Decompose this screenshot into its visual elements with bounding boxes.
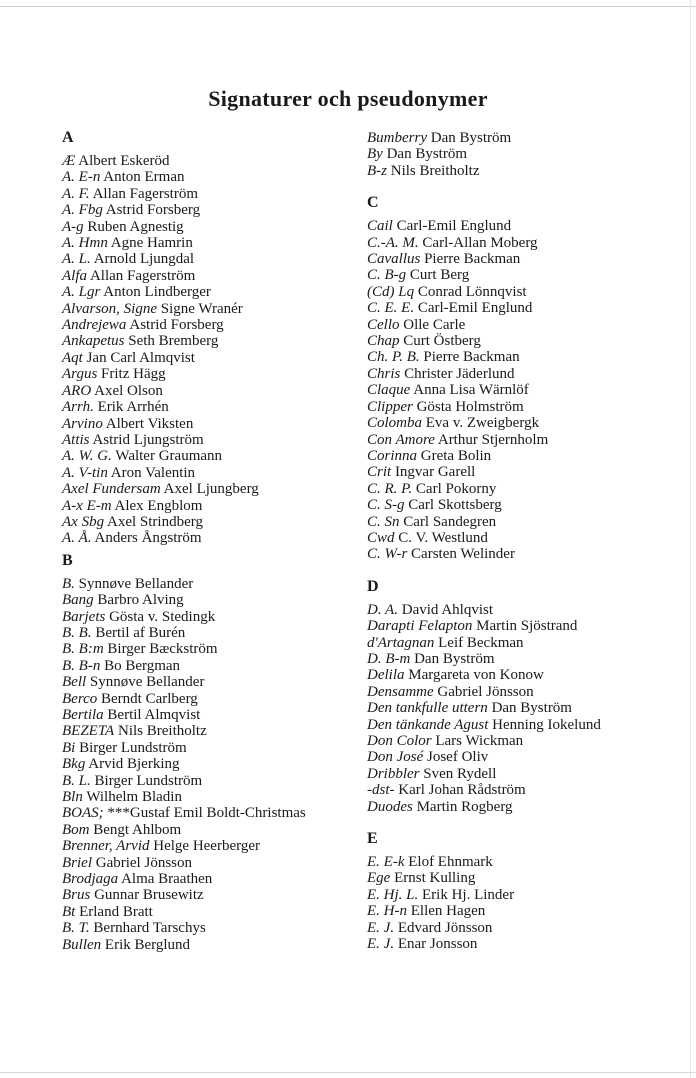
index-entry: [367, 235, 667, 251]
index-entry: [62, 530, 354, 546]
real-name: Gösta v. Stedingk: [109, 608, 216, 625]
real-name: Erik Arrhén: [97, 399, 169, 416]
index-entry: [62, 576, 354, 592]
real-name: Martin Rogberg: [416, 798, 513, 815]
signature: Crit: [367, 464, 392, 481]
index-entry: [367, 366, 667, 382]
index-entry: [367, 766, 667, 782]
index-entry: [367, 887, 667, 903]
signature: Chap: [367, 333, 400, 350]
real-name: ***Gustaf Emil Boldt-Christmas: [107, 805, 306, 822]
real-name: Enar Jonsson: [397, 936, 478, 953]
signature: Bkg: [62, 756, 86, 773]
signature: E. Hj. L.: [367, 886, 419, 903]
real-name: Nils Breitholtz: [117, 723, 207, 740]
right-edge-line: [690, 0, 691, 1078]
index-entry: [367, 497, 667, 513]
index-entry: [367, 618, 667, 634]
real-name: Pierre Backman: [423, 349, 520, 366]
real-name: Gunnar Brusewitz: [94, 887, 204, 904]
index-entry: [62, 625, 354, 641]
real-name: Martin Sjöstrand: [476, 618, 578, 635]
index-entry: [367, 130, 667, 146]
index-entry: [62, 887, 354, 903]
signature: Duodes: [367, 798, 413, 815]
index-entry: [62, 838, 354, 854]
index-entry: [62, 773, 354, 789]
section-d: [367, 579, 667, 815]
real-name: Seth Bremberg: [128, 333, 219, 350]
signature: E. J.: [367, 919, 395, 936]
signature: Briel: [62, 854, 92, 871]
signature: Bell: [62, 674, 87, 691]
signature: Cwd: [367, 529, 395, 546]
signature: Attis: [62, 431, 90, 448]
real-name: Albert Viksten: [105, 415, 194, 432]
real-name: Erik Berglund: [104, 936, 191, 953]
signature: B. T.: [62, 920, 90, 937]
index-entry: [62, 920, 354, 936]
right-column: [367, 130, 667, 952]
real-name: Birger Lundström: [79, 739, 187, 756]
section-e: [367, 831, 667, 952]
real-name: Josef Oliv: [427, 749, 489, 766]
real-name: Margareta von Konow: [408, 667, 544, 684]
index-entry: [367, 530, 667, 546]
signature: Bang: [62, 592, 94, 609]
signature: Clipper: [367, 398, 413, 415]
real-name: Bo Bergman: [104, 657, 181, 674]
real-name: Dan Byström: [491, 700, 572, 717]
real-name: Fritz Hägg: [101, 366, 166, 383]
index-entry: [62, 383, 354, 399]
index-entry: [62, 904, 354, 920]
signature: E. E-k: [367, 854, 405, 871]
real-name: Nils Breitholtz: [390, 162, 480, 179]
signature: Barjets: [62, 608, 106, 625]
real-name: Allan Fagerström: [89, 267, 196, 284]
bottom-edge-line: [0, 1072, 696, 1073]
signature: C. R. P.: [367, 480, 413, 497]
index-entry: [62, 514, 354, 530]
index-entry: [367, 464, 667, 480]
signature: Brus: [62, 887, 91, 904]
signature: Alvarson, Signe: [62, 300, 157, 317]
index-entry: [62, 350, 354, 366]
real-name: Anton Erman: [103, 169, 185, 186]
signature: C. Sn: [367, 513, 400, 530]
signature: Alfa: [62, 267, 87, 284]
real-name: Olle Carle: [403, 316, 466, 333]
signature: Cavallus: [367, 251, 421, 268]
signature: A. V-tin: [62, 464, 108, 481]
signature: BOAS;: [62, 805, 104, 822]
index-entry: [367, 903, 667, 919]
signature: Darapti Felapton: [367, 618, 473, 635]
index-entry: [367, 481, 667, 497]
signature: A. W. G.: [62, 448, 112, 465]
real-name: Arnold Ljungdal: [93, 251, 195, 268]
signature: BEZETA: [62, 723, 115, 740]
real-name: Christer Jäderlund: [404, 365, 515, 382]
signature: B. B:m: [62, 641, 104, 658]
index-entry: [62, 855, 354, 871]
real-name: Synnøve Bellander: [89, 674, 205, 691]
signature: Bertila: [62, 707, 104, 723]
index-entry: [62, 707, 354, 723]
index-entry: [62, 805, 354, 821]
index-entry: [367, 251, 667, 267]
real-name: Dan Byström: [414, 650, 495, 667]
index-entry: [62, 937, 354, 953]
real-name: Eva v. Zweigbergk: [425, 415, 540, 432]
real-name: Alma Braathen: [121, 871, 213, 888]
signature: B. L.: [62, 772, 91, 789]
index-entry: [367, 349, 667, 365]
signature: Bt: [62, 903, 76, 920]
index-entry: [62, 432, 354, 448]
signature: Cello: [367, 316, 400, 333]
section-letter: D: [367, 577, 379, 595]
signature: C. W-r: [367, 546, 408, 563]
index-entry: [62, 481, 354, 497]
section-letter: E: [367, 830, 378, 848]
real-name: Sven Rydell: [423, 765, 497, 782]
index-entry: [62, 723, 354, 739]
real-name: Helge Heerberger: [153, 838, 260, 855]
signature: D. A.: [367, 601, 398, 618]
index-entry: [367, 514, 667, 530]
signature: Chris: [367, 365, 401, 382]
index-entry: [367, 920, 667, 936]
real-name: Synnøve Bellander: [78, 575, 194, 592]
real-name: Astrid Forsberg: [105, 202, 201, 219]
signature: Arrh.: [62, 399, 94, 416]
real-name: Dan Byström: [430, 130, 512, 146]
real-name: Curt Berg: [409, 267, 470, 284]
real-name: Axel Strindberg: [107, 513, 203, 530]
index-entry: [62, 822, 354, 838]
real-name: David Ahlqvist: [401, 601, 493, 618]
real-name: Agne Hamrin: [110, 235, 193, 252]
signature: Den tankfulle uttern: [367, 700, 488, 717]
signature: Corinna: [367, 447, 418, 464]
signature: Bullen: [62, 936, 102, 953]
signature: Ege: [367, 870, 391, 887]
index-entry: [62, 592, 354, 608]
real-name: Henning Iokelund: [492, 716, 601, 733]
index-entry: [62, 186, 354, 202]
real-name: Bertil af Burén: [95, 624, 186, 641]
page-title: Signaturer och pseudonymer: [208, 86, 488, 111]
index-entry: [62, 756, 354, 772]
real-name: Ruben Agnestig: [87, 218, 184, 235]
real-name: Gabriel Jönsson: [95, 854, 192, 871]
signature: Arvino: [62, 415, 103, 432]
index-entry: [367, 448, 667, 464]
signature: C. E. E.: [367, 300, 415, 317]
index-entry: [367, 267, 667, 283]
real-name: Anders Ångström: [94, 530, 202, 547]
index-entry: [367, 684, 667, 700]
real-name: Aron Valentin: [110, 464, 196, 481]
signature: Bi: [62, 739, 76, 756]
signature: Berco: [62, 690, 98, 707]
index-entry: [62, 399, 354, 415]
signature: C.-A. M.: [367, 234, 419, 251]
index-entry: [367, 146, 667, 162]
index-entry: [367, 382, 667, 398]
real-name: Barbro Alving: [97, 592, 184, 609]
signature: Brodjaga: [62, 871, 119, 888]
signature: Don José: [367, 749, 424, 766]
signature: Densamme: [367, 683, 434, 700]
signature: Andrejewa: [62, 317, 127, 334]
index-entry: [62, 202, 354, 218]
real-name: Axel Olson: [94, 382, 163, 399]
signature: Bumberry: [367, 130, 427, 146]
real-name: Lars Wickman: [435, 733, 524, 749]
signature: E. J.: [367, 936, 395, 953]
real-name: Ellen Hagen: [410, 903, 486, 920]
signature: By: [367, 146, 383, 163]
real-name: Albert Eskeröd: [78, 153, 170, 169]
signature: -dst-: [367, 782, 395, 799]
index-entry: [62, 448, 354, 464]
index-entry: [367, 546, 667, 562]
real-name: Alex Engblom: [114, 497, 203, 514]
real-name: Elof Ehnmark: [408, 854, 493, 871]
section-letter: C: [367, 194, 379, 212]
real-name: Arthur Stjernholm: [437, 431, 549, 448]
real-name: Bertil Almqvist: [107, 707, 201, 723]
index-entry: [62, 251, 354, 267]
index-entry: [367, 854, 667, 870]
index-entry: [62, 740, 354, 756]
index-entry: [367, 936, 667, 952]
real-name: Edvard Jönsson: [397, 919, 493, 936]
index-entry: [367, 218, 667, 234]
real-name: Signe Wranér: [160, 300, 243, 317]
index-entry: [367, 300, 667, 316]
signature: Don Color: [367, 733, 432, 749]
signature: A. Lgr: [62, 284, 101, 301]
real-name: Carl-Allan Moberg: [422, 234, 538, 251]
index-entry: [367, 667, 667, 683]
index-entry: [367, 782, 667, 798]
signature: Æ: [62, 153, 76, 169]
index-entry: [62, 317, 354, 333]
real-name: Greta Bolin: [420, 447, 492, 464]
section-continued: [367, 130, 667, 179]
section-letter: A: [62, 129, 74, 146]
index-entry: [367, 749, 667, 765]
real-name: Carl-Emil Englund: [417, 300, 533, 317]
index-entry: [367, 317, 667, 333]
index-entry: [62, 219, 354, 235]
signature: B.: [62, 575, 75, 592]
real-name: Birger Lundström: [94, 772, 203, 789]
signature: Colomba: [367, 415, 423, 432]
index-entry: [62, 366, 354, 382]
index-entry: [62, 609, 354, 625]
real-name: Ingvar Garell: [394, 464, 476, 481]
signature: A. F.: [62, 185, 90, 202]
signature: A. Hmn: [62, 235, 108, 252]
signature: Dribbler: [367, 765, 420, 782]
signature: Con Amore: [367, 431, 435, 448]
index-entry: [62, 301, 354, 317]
real-name: Walter Graumann: [115, 448, 223, 465]
signature: D. B-m: [367, 650, 411, 667]
index-entry: [62, 498, 354, 514]
index-entry: [62, 268, 354, 284]
signature: C. B-g: [367, 267, 407, 284]
signature: C. S-g: [367, 497, 405, 514]
section-b: [62, 553, 354, 953]
index-entry: [367, 415, 667, 431]
signature: B-z: [367, 162, 387, 179]
section-a: [62, 130, 354, 547]
real-name: Wilhelm Bladin: [86, 789, 182, 806]
index-entry: [62, 235, 354, 251]
index-entry: [367, 733, 667, 749]
real-name: Erik Hj. Linder: [422, 886, 515, 903]
signature: A. E-n: [62, 169, 101, 186]
signature: B. B.: [62, 624, 92, 641]
signature: Claque: [367, 382, 411, 399]
real-name: Carl Pokorny: [415, 480, 497, 497]
real-name: Carsten Welinder: [411, 546, 515, 563]
signature: Ankapetus: [62, 333, 125, 350]
signature: d'Artagnan: [367, 634, 435, 651]
signature: Den tänkande Agust: [367, 716, 489, 733]
real-name: Erland Bratt: [79, 903, 153, 920]
index-entry: [367, 799, 667, 815]
signature: Cail: [367, 218, 393, 235]
signature: Argus: [62, 366, 98, 383]
index-entry: [62, 284, 354, 300]
signature: B. B-n: [62, 657, 101, 674]
signature: A. Å.: [62, 530, 92, 547]
index-entry: [62, 674, 354, 690]
real-name: Carl-Emil Englund: [396, 218, 512, 235]
real-name: Birger Bæckström: [107, 641, 218, 658]
signature: Delila: [367, 667, 405, 684]
real-name: Pierre Backman: [424, 251, 521, 268]
index-entry: [367, 717, 667, 733]
index-entry: [367, 700, 667, 716]
index-entry: [62, 169, 354, 185]
signature: (Cd) Lq: [367, 283, 415, 300]
index-entry: [62, 871, 354, 887]
section-c: [367, 195, 667, 563]
left-column: [62, 130, 354, 953]
index-entry: [367, 870, 667, 886]
index-entry: [62, 789, 354, 805]
real-name: Dan Byström: [386, 146, 467, 163]
signature: A. Fbg: [62, 202, 103, 219]
signature: A-g: [62, 218, 84, 235]
signature: Aqt: [62, 349, 83, 366]
signature: Brenner, Arvid: [62, 838, 150, 855]
real-name: Bengt Ahlbom: [93, 821, 182, 838]
signature: A. L.: [62, 251, 91, 268]
real-name: Astrid Forsberg: [129, 317, 224, 334]
real-name: Berndt Carlberg: [101, 690, 198, 707]
index-entry: [62, 416, 354, 432]
index-entry: [367, 635, 667, 651]
section-letter: B: [62, 551, 73, 569]
index-entry: [367, 602, 667, 618]
real-name: Conrad Lönnqvist: [417, 283, 527, 300]
real-name: Axel Ljungberg: [163, 481, 259, 498]
real-name: Anton Lindberger: [103, 284, 211, 301]
index-entry: [62, 658, 354, 674]
real-name: Anna Lisa Wärnlöf: [413, 382, 529, 399]
real-name: Gösta Holmström: [416, 398, 524, 415]
index-entry: [62, 333, 354, 349]
signature: A-x E-m: [62, 497, 112, 514]
real-name: Gabriel Jönsson: [437, 683, 534, 700]
index-entry: [62, 641, 354, 657]
real-name: C. V. Westlund: [398, 529, 488, 546]
real-name: Allan Fagerström: [92, 185, 198, 202]
signature: ARO: [62, 382, 92, 399]
signature: Axel Fundersam: [62, 481, 161, 498]
index-entry: [62, 691, 354, 707]
index-entry: [367, 432, 667, 448]
index-entry: [367, 399, 667, 415]
signature: E. H-n: [367, 903, 407, 920]
index-entry: [367, 333, 667, 349]
real-name: Astrid Ljungström: [92, 431, 204, 448]
index-entry: [62, 153, 354, 169]
real-name: Bernhard Tarschys: [93, 920, 206, 937]
real-name: Ernst Kulling: [394, 870, 476, 887]
signature: Ax Sbg: [62, 513, 105, 530]
top-edge-line: [0, 6, 696, 7]
real-name: Carl Skottsberg: [408, 497, 502, 514]
real-name: Arvid Bjerking: [88, 756, 180, 773]
index-entry: [62, 465, 354, 481]
signature: Bln: [62, 789, 83, 806]
real-name: Curt Östberg: [403, 333, 481, 350]
real-name: Jan Carl Almqvist: [86, 349, 195, 366]
signature: Bom: [62, 821, 90, 838]
real-name: Carl Sandegren: [403, 513, 497, 530]
real-name: Karl Johan Rådström: [398, 782, 526, 799]
index-entry: [367, 163, 667, 179]
real-name: Leif Beckman: [438, 634, 524, 651]
index-entry: [367, 651, 667, 667]
signature: Ch. P. B.: [367, 349, 420, 366]
index-entry: [367, 284, 667, 300]
